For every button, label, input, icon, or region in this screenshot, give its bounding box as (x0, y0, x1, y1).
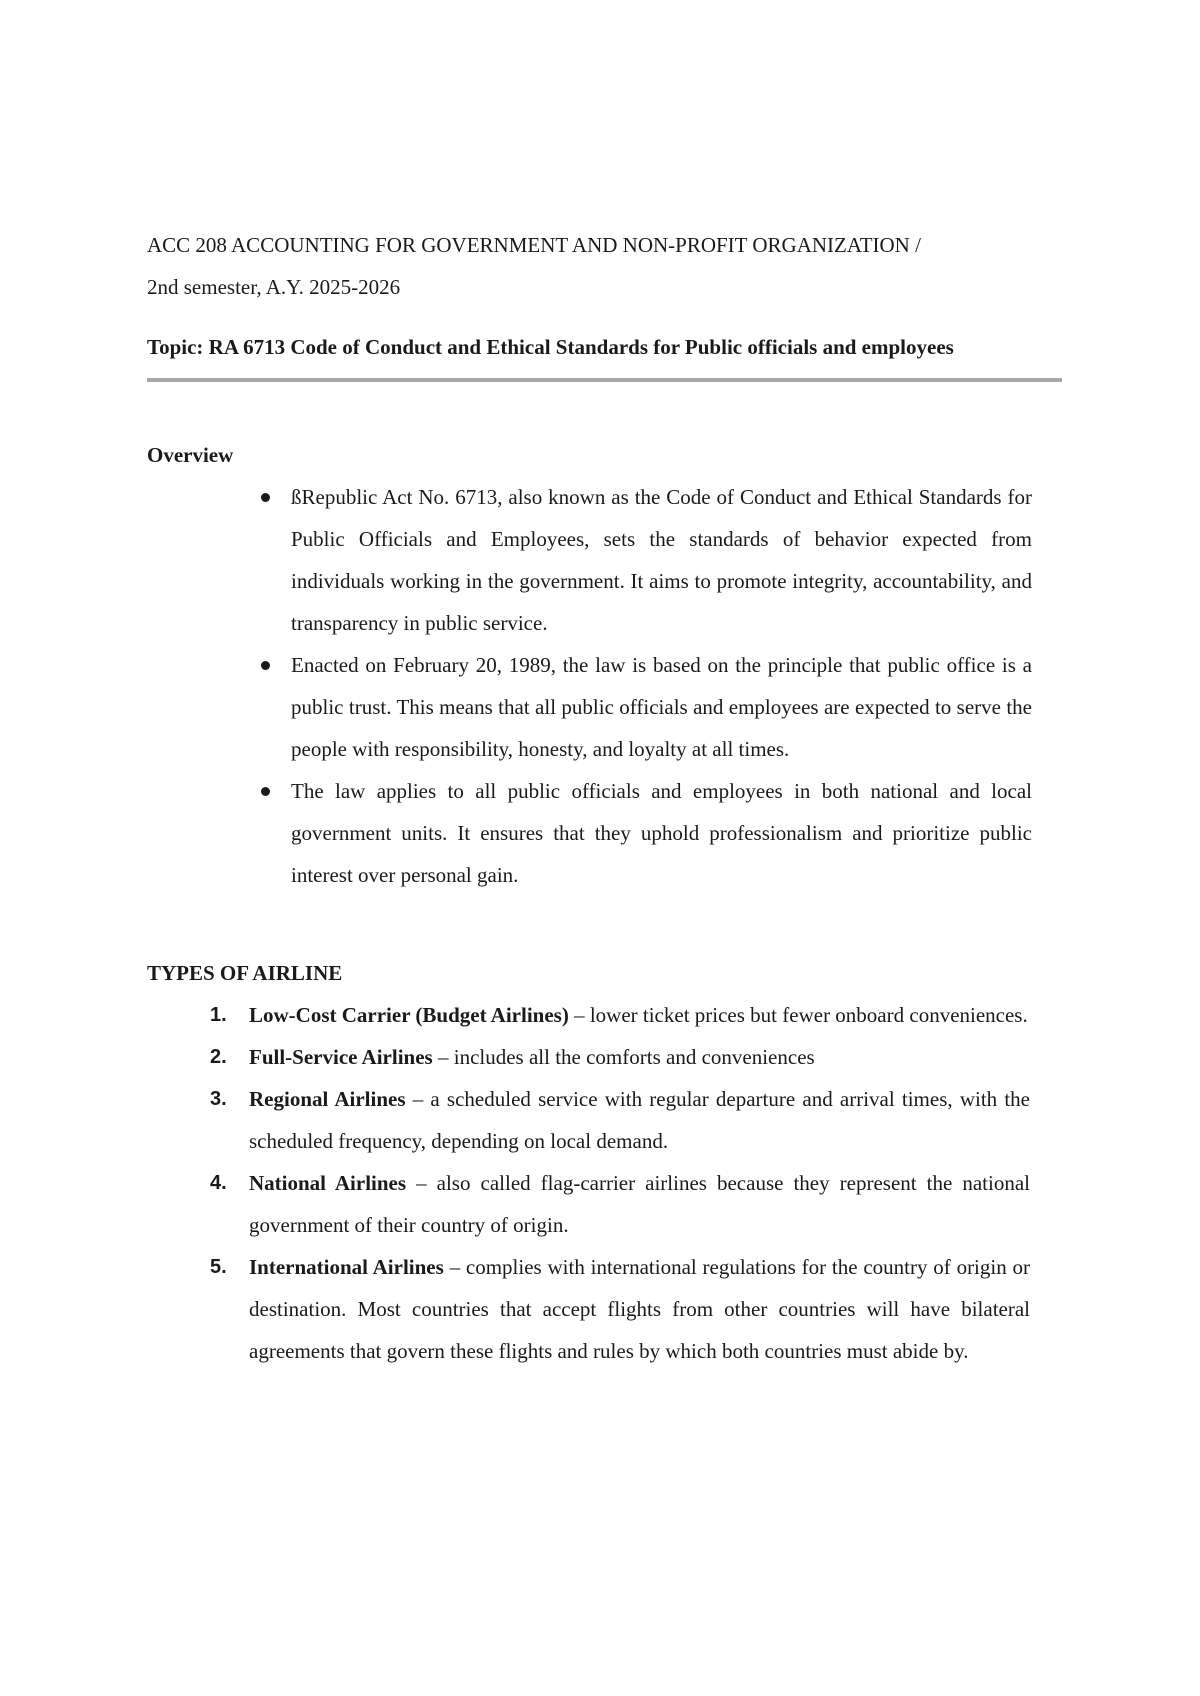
list-number: 2. (210, 1046, 227, 1068)
topic-heading: Topic: RA 6713 Code of Conduct and Ethical Standards for Public officials and employees (147, 335, 954, 359)
bullet-icon (261, 787, 270, 796)
airline-term: International Airlines (249, 1255, 444, 1279)
list-item (210, 1078, 1030, 1162)
bullet-item (291, 770, 1032, 896)
bullet-text: The law applies to all public officials and employees in both national and local government units. It ensures that they uphold professionalism and prioritize public interest over personal gain. (291, 779, 1032, 887)
airline-description: – lower ticket prices but fewer onboard conveniences. (568, 1003, 1028, 1027)
airline-description: – includes all the comforts and conveniences (432, 1045, 815, 1069)
horizontal-rule (147, 378, 1062, 382)
airline-description: – complies with international regulations for the country of origin or destination. Most countries that accept flights from other countries will have bilateral agreements that govern these flights and rules by which both countries must abide by. (249, 1255, 1031, 1363)
airline-term: National Airlines (249, 1171, 407, 1195)
airline-term: Regional Airlines (249, 1087, 406, 1111)
document-page (147, 224, 1062, 1372)
bullet-item (291, 644, 1032, 770)
airline-term: Low-Cost Carrier (Budget Airlines) (249, 1003, 569, 1027)
course-title: ACC 208 ACCOUNTING FOR GOVERNMENT AND NON-PROFIT ORGANIZATION / (147, 233, 921, 257)
bullet-text: Enacted on February 20, 1989, the law is based on the principle that public office is a public trust. This means that all public officials and employees are expected to serve the people with responsibility, honesty, and loyalty at all times. (291, 653, 1032, 761)
list-number: 4. (210, 1172, 227, 1194)
airline-description: – also called flag-carrier airlines because they represent the national government of their country of origin. (249, 1171, 1031, 1237)
list-item (210, 1036, 1062, 1078)
bullet-text: ßRepublic Act No. 6713, also known as the Code of Conduct and Ethical Standards for Public Officials and Employees, sets the standards of behavior expected from individuals working in the government. It aims to promote integrity, accountability, and transparency in public service. (291, 485, 1032, 635)
bullet-icon (261, 493, 270, 502)
list-item (210, 1162, 1031, 1246)
airline-types-list (147, 994, 1062, 1372)
airline-term: Full-Service Airlines (249, 1045, 433, 1069)
semester-line: 2nd semester, A.Y. 2025-2026 (147, 275, 401, 299)
list-number: 5. (210, 1256, 227, 1278)
list-item (210, 1246, 1031, 1372)
airline-types-heading: TYPES OF AIRLINE (147, 961, 343, 985)
airline-description: – a scheduled service with regular departure and arrival times, with the scheduled frequency, depending on local demand. (249, 1087, 1030, 1153)
bullet-icon (261, 661, 270, 670)
overview-bullet-list (147, 476, 1032, 896)
overview-heading: Overview (147, 443, 234, 467)
list-number: 1. (210, 1004, 227, 1026)
list-number: 3. (210, 1088, 227, 1110)
list-item (210, 994, 1062, 1036)
bullet-item (291, 476, 1032, 644)
